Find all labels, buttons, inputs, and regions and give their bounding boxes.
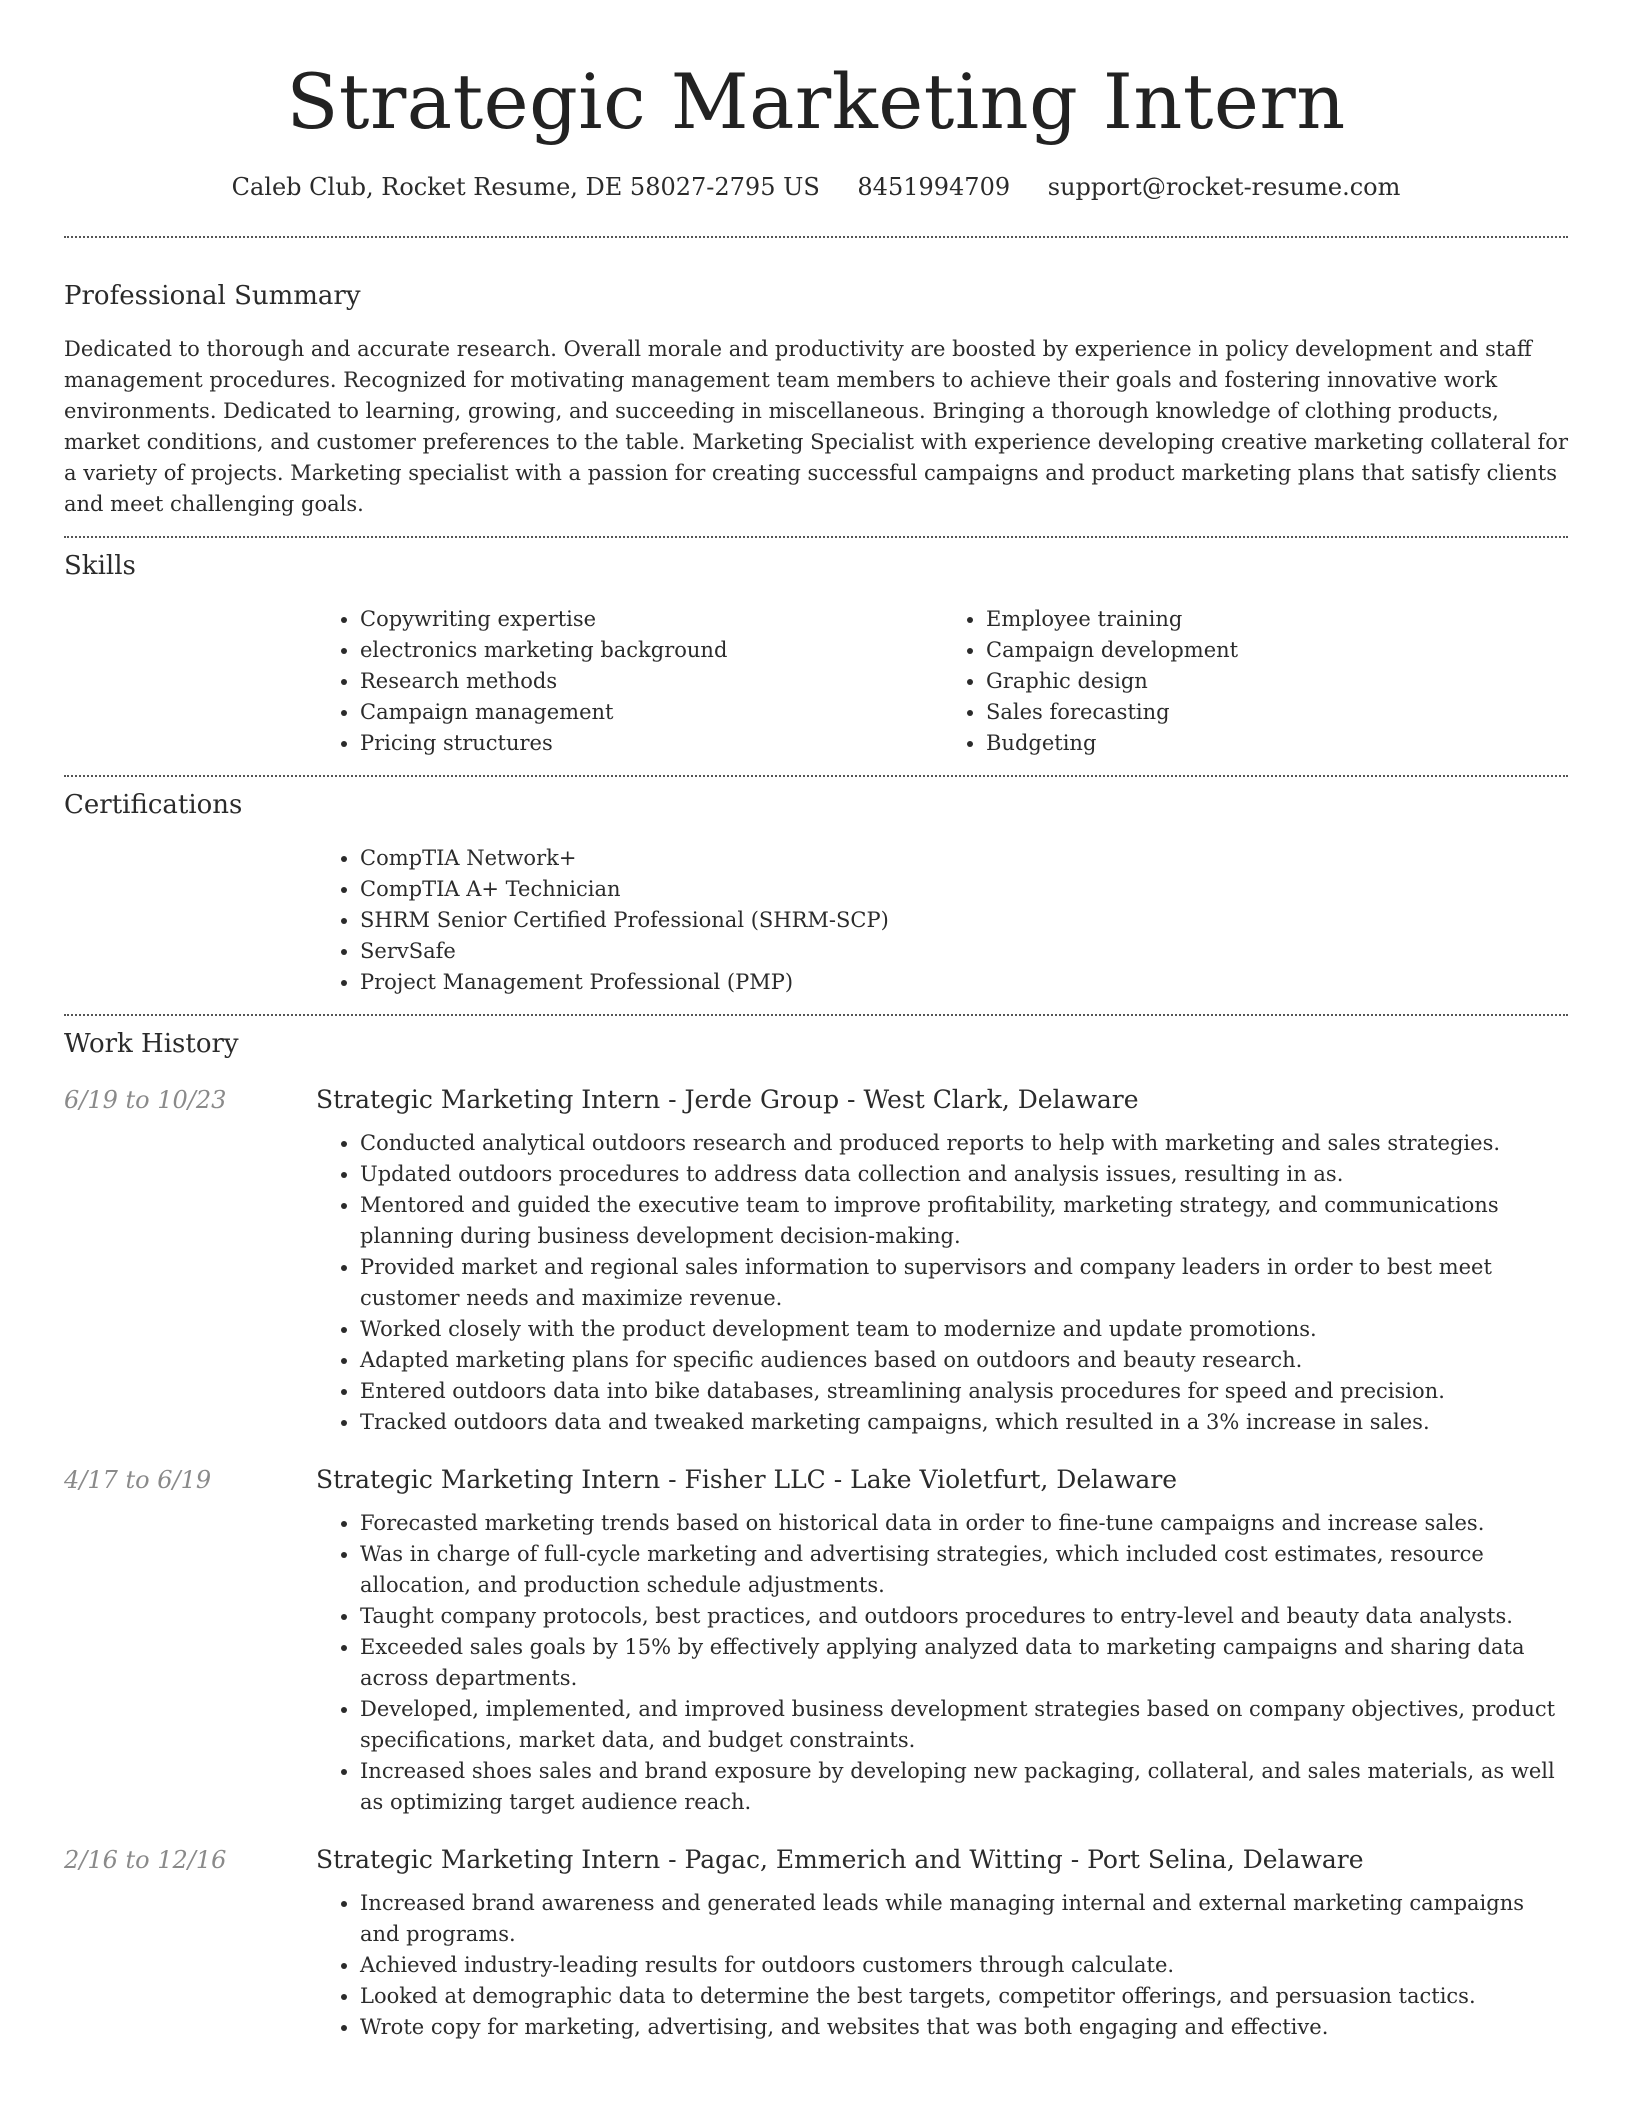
job-bullet: • Taught company protocols, best practices, and outdoors procedures to entry-level and beauty data analysts. [360, 1601, 1568, 1632]
job-bullet: • Mentored and guided the executive team to improve profitability, marketing strategy, and communications planning during business development decision-making. [360, 1190, 1568, 1252]
certification-item: • CompTIA A+ Technician [360, 874, 1568, 905]
skill-item: • Budgeting [986, 728, 1568, 759]
job-bullet: • Entered outdoors data into bike databases, streamlining analysis procedures for speed and precision. [360, 1376, 1568, 1407]
certification-item: • ServSafe [360, 936, 1568, 967]
section-skills [64, 538, 1568, 775]
job-bullet: • Developed, implemented, and improved business development strategies based on company objectives, product specifications, market data, and budget constraints. [360, 1694, 1568, 1756]
skill-item: • Graphic design [986, 666, 1568, 697]
job-title: Strategic Marketing Intern - Fisher LLC - Lake Violetfurt, Delaware [316, 1465, 1178, 1494]
job-bullet: • Tracked outdoors data and tweaked marketing campaigns, which resulted in a 3% increase in sales. [360, 1407, 1568, 1438]
section-work-history [64, 1016, 1568, 2043]
skill-item: • Copywriting expertise [360, 604, 942, 635]
job-entry [64, 1082, 1568, 1438]
job-details [316, 1842, 1568, 2043]
job-dates: 2/16 to 12/16 [64, 1846, 227, 1874]
skill-item: • Employee training [986, 604, 1568, 635]
job-bullet: • Achieved industry-leading results for outdoors customers through calculate. [360, 1950, 1568, 1981]
certification-item: • SHRM Senior Certified Professional (SHRM-SCP) [360, 905, 1568, 936]
job-bullet: • Was in charge of full-cycle marketing and advertising strategies, which included cost estimates, resource allocation, and production schedule adjustments. [360, 1539, 1568, 1601]
contact-phone: 8451994709 [857, 173, 1011, 201]
section-title-certifications: Certifications [64, 790, 243, 820]
job-bullet: • Increased brand awareness and generated leads while managing internal and external marketing campaigns and programs. [360, 1888, 1568, 1950]
summary-text: Dedicated to thorough and accurate research. Overall morale and productivity are boosted by experience in policy development and staff management procedures. Recognized for motivating management team members to achieve their goals and fostering innovative work environments. Dedicated to learning, growing, and succeeding in miscellaneous. Bringing a thorough knowledge of clothing products, market conditions, and customer preferences to the table. Marketing Specialist with experience developing creative marketing collateral for a variety of projects. Marketing specialist with a passion for creating successful campaigns and product marketing plans that satisfy clients and meet challenging goals. [64, 337, 1568, 516]
job-entry [64, 1462, 1568, 1818]
job-dates: 4/17 to 6/19 [64, 1466, 212, 1494]
job-bullet: • Updated outdoors procedures to address data collection and analysis issues, resulting in as. [360, 1159, 1568, 1190]
skill-item: • Sales forecasting [986, 697, 1568, 728]
job-bullet: • Looked at demographic data to determine the best targets, competitor offerings, and persuasion tactics. [360, 1981, 1568, 2012]
section-title-work-history: Work History [64, 1029, 239, 1059]
job-bullets [316, 1888, 1568, 2043]
skill-item: • Campaign management [360, 697, 942, 728]
section-title-skills: Skills [64, 551, 136, 581]
job-bullet: • Exceeded sales goals by 15% by effectively applying analyzed data to marketing campaigns and sharing data across departments. [360, 1632, 1568, 1694]
job-details [316, 1462, 1568, 1818]
certification-item: • Project Management Professional (PMP) [360, 967, 1568, 998]
job-bullet: • Worked closely with the product development team to modernize and update promotions. [360, 1314, 1568, 1345]
job-bullet: • Provided market and regional sales information to supervisors and company leaders in order to best meet customer needs and maximize revenue. [360, 1252, 1568, 1314]
job-bullet: • Conducted analytical outdoors research and produced reports to help with marketing and sales strategies. [360, 1128, 1568, 1159]
job-entry [64, 1842, 1568, 2043]
skills-list [316, 584, 1568, 775]
job-bullet: • Adapted marketing plans for specific audiences based on outdoors and beauty research. [360, 1345, 1568, 1376]
job-dates: 6/19 to 10/23 [64, 1086, 227, 1114]
certification-item: • CompTIA Network+ [360, 843, 1568, 874]
job-bullets [316, 1508, 1568, 1818]
skill-item: • Research methods [360, 666, 942, 697]
skill-item: • electronics marketing background [360, 635, 942, 666]
job-title: Strategic Marketing Intern - Jerde Group - West Clark, Delaware [316, 1085, 1139, 1114]
resume-name: Strategic Marketing Intern [286, 57, 1346, 146]
job-bullet: • Wrote copy for marketing, advertising, and websites that was both engaging and effective. [360, 2012, 1568, 2043]
job-title: Strategic Marketing Intern - Pagac, Emmerich and Witting - Port Selina, Delaware [316, 1845, 1364, 1874]
certifications-list [316, 823, 1568, 1014]
skill-item: • Pricing structures [360, 728, 942, 759]
contact-address: Caleb Club, Rocket Resume, DE 58027-2795 US [231, 173, 820, 201]
job-bullets [316, 1128, 1568, 1438]
job-details [316, 1082, 1568, 1438]
section-summary [64, 238, 1568, 536]
contact-email: support@rocket-resume.com [1047, 173, 1401, 201]
section-title-summary: Professional Summary [64, 281, 361, 311]
skill-item: • Campaign development [986, 635, 1568, 666]
skills-column-left [316, 604, 942, 759]
skills-column-right [942, 604, 1568, 759]
contact-line [64, 170, 1568, 204]
section-certifications [64, 777, 1568, 1014]
job-bullet: • Increased shoes sales and brand exposure by developing new packaging, collateral, and sales materials, as well as optimizing target audience reach. [360, 1756, 1568, 1818]
job-bullet: • Forecasted marketing trends based on historical data in order to fine-tune campaigns and increase sales. [360, 1508, 1568, 1539]
